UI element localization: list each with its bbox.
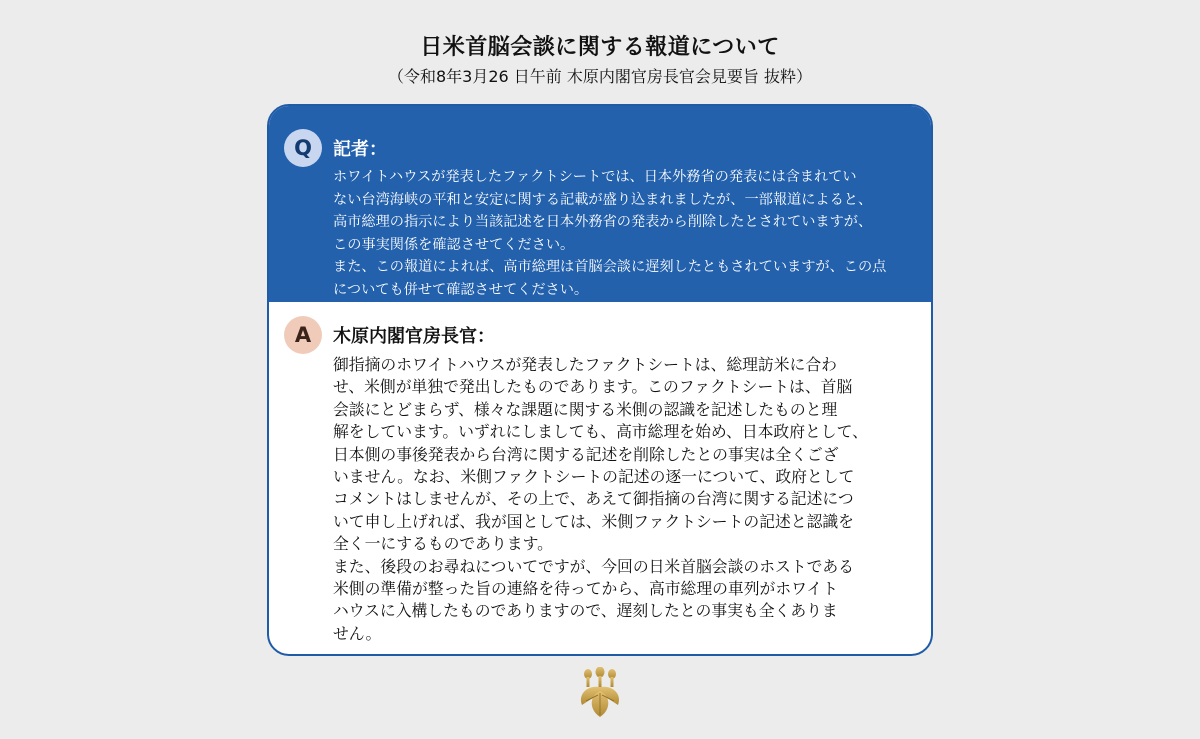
question-body xyxy=(333,166,918,301)
answer-paragraph: また、後段のお尋ねについてですが、今回の日米首脳会談のホストである 米側の準備が整った旨の連絡を待ってから、高市総理の車列がホワイト ハウスに入構したものでありますので、遅刻したとの事実も全くありま せん。 xyxy=(333,556,854,643)
answer-paragraph: 御指摘のホワイトハウスが発表したファクトシートは、総理訪米に合わ せ、米側が単独で発出したものであります。このファクトシートは、首脳 会談にとどまらず、様々な課題に関する米側の認識を記述したものと理 解をしています。いずれにしましても、高市総理を始め、日本政府として、 日本側の事後発表から台湾に関する記述を削除したとの事実は全くござ いません。なお、米側ファクトシートの記述の逐一について、政府として コメントはしませんが、その上で、あえて御指摘の台湾に関する記述につ いて申し上げれば、我が国としては、米側ファクトシートの記述と認識を 全く一にするものであります。 xyxy=(333,355,868,554)
question-speaker: 記者： xyxy=(333,139,387,160)
question-paragraph: また、この報道によれば、高市総理は首脳会談に遅刻したともされていますが、この点 についても併せて確認させてください。 xyxy=(333,259,887,298)
page-subtitle: （令和8年3月26 日午前 木原内閣官房長官会見要旨 抜粋） xyxy=(388,67,812,86)
paulownia-crest-svg xyxy=(574,667,626,719)
question-badge: Q xyxy=(284,129,322,167)
question-paragraph: ホワイトハウスが発表したファクトシートでは、日本外務省の発表には含まれてい ない台湾海峡の平和と安定に関する記載が盛り込まれましたが、一部報道によると、 高市総理の指示により当該記述を日本外務省の発表から削除したとされていますが、 この事実関係を確認させてください。 xyxy=(333,169,873,253)
answer-body xyxy=(333,354,923,645)
paulownia-crest-icon xyxy=(574,667,626,719)
question-section xyxy=(269,106,931,302)
answer-speaker: 木原内閣官房長官： xyxy=(333,326,495,347)
answer-badge: A xyxy=(284,316,322,354)
page-title: 日米首脳会談に関する報道について xyxy=(420,35,780,60)
qa-card xyxy=(267,104,933,656)
